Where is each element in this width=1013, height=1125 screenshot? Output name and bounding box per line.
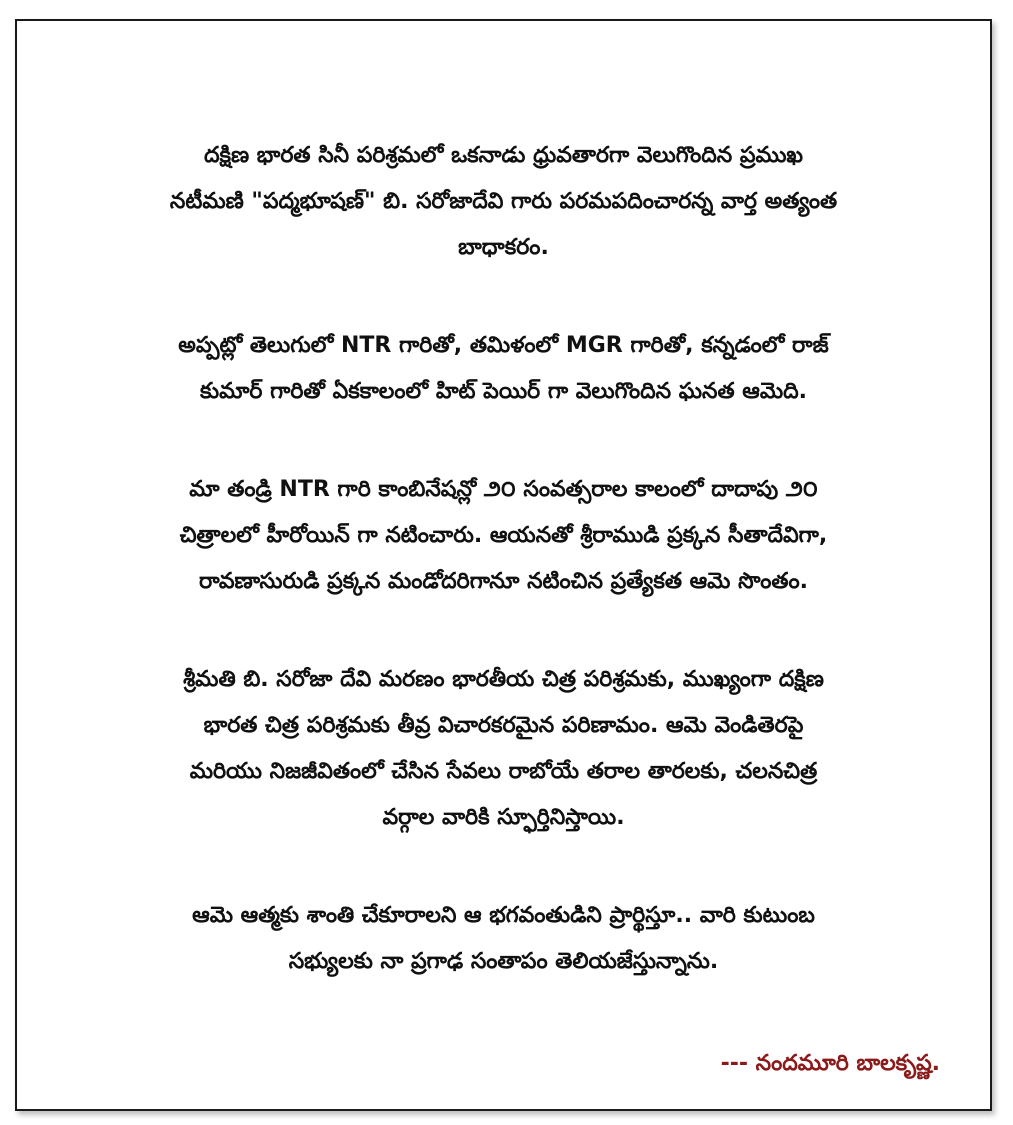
- paragraph-line: మరియు నిజజీవితంలో చేసిన సేవలు రాబోయే తరాల తారలకు, చలనచిత్ర: [189, 759, 818, 784]
- paragraph-hit-pair: [57, 323, 950, 415]
- paragraph-ntr-films: [57, 467, 950, 605]
- paragraph-line: బాధాకరం.: [458, 235, 549, 260]
- paragraph-line: నటీమణి "పద్మభూషణ్" బి. సరోజాదేవి గారు పరమపదించారన్న వార్త అత్యంత: [169, 189, 838, 214]
- paragraph-line: మా తండ్రి NTR గారి కాంబినేషన్లో ౨౦ సంవత్సరాల కాలంలో దాదాపు ౨౦: [189, 477, 818, 502]
- letter-frame: [15, 19, 992, 1111]
- signature: --- నందమూరి బాలకృష్ణ.: [720, 1051, 940, 1076]
- paragraph-line: ఆమె ఆత్మకు శాంతి చేకూరాలని ఆ భగవంతుడిని ప్రార్థిస్తూ.. వారి కుటుంబ: [192, 903, 815, 928]
- paragraph-line: కుమార్ గారితో ఏకకాలంలో హిట్ పెయిర్ గా వెలుగొందిన ఘనత ఆమెది.: [199, 379, 807, 404]
- paragraph-line: రావణాసురుడి ప్రక్కన మండోదరిగానూ నటించిన ప్రత్యేకత ఆమె సొంతం.: [198, 569, 809, 594]
- paragraph-condolence: [57, 893, 950, 985]
- letter-body: [17, 133, 990, 1037]
- paragraph-line: దక్షిణ భారత సినీ పరిశ్రమలో ఒకనాడు ధ్రువతారగా వెలుగొందిన ప్రముఖ: [203, 143, 804, 168]
- paragraph-line: శ్రీమతి బి. సరోజా దేవి మరణం భారతీయ చిత్ర పరిశ్రమకు, ముఖ్యంగా దక్షిణ: [183, 667, 824, 692]
- paragraph-line: అప్పట్లో తెలుగులో NTR గారితో, తమిళంలో MGR గారితో, కన్నడంలో రాజ్: [178, 333, 829, 358]
- paragraph-industry-loss: [57, 657, 950, 841]
- paragraph-line: చిత్రాలలో హీరోయిన్ గా నటించారు. ఆయనతో శ్రీరాముడి ప్రక్కన సీతాదేవిగా,: [179, 523, 828, 548]
- paragraph-line: భారత చిత్ర పరిశ్రమకు తీవ్ర విచారకరమైన పరిణామం. ఆమె వెండితెరపై: [203, 713, 804, 738]
- paragraph-line: సభ్యులకు నా ప్రగాఢ సంతాపం తెలియజేస్తున్నాను.: [288, 949, 719, 974]
- paragraph-tribute: [57, 133, 950, 271]
- paragraph-line: వర్గాల వారికి స్ఫూర్తినిస్తాయి.: [382, 805, 625, 830]
